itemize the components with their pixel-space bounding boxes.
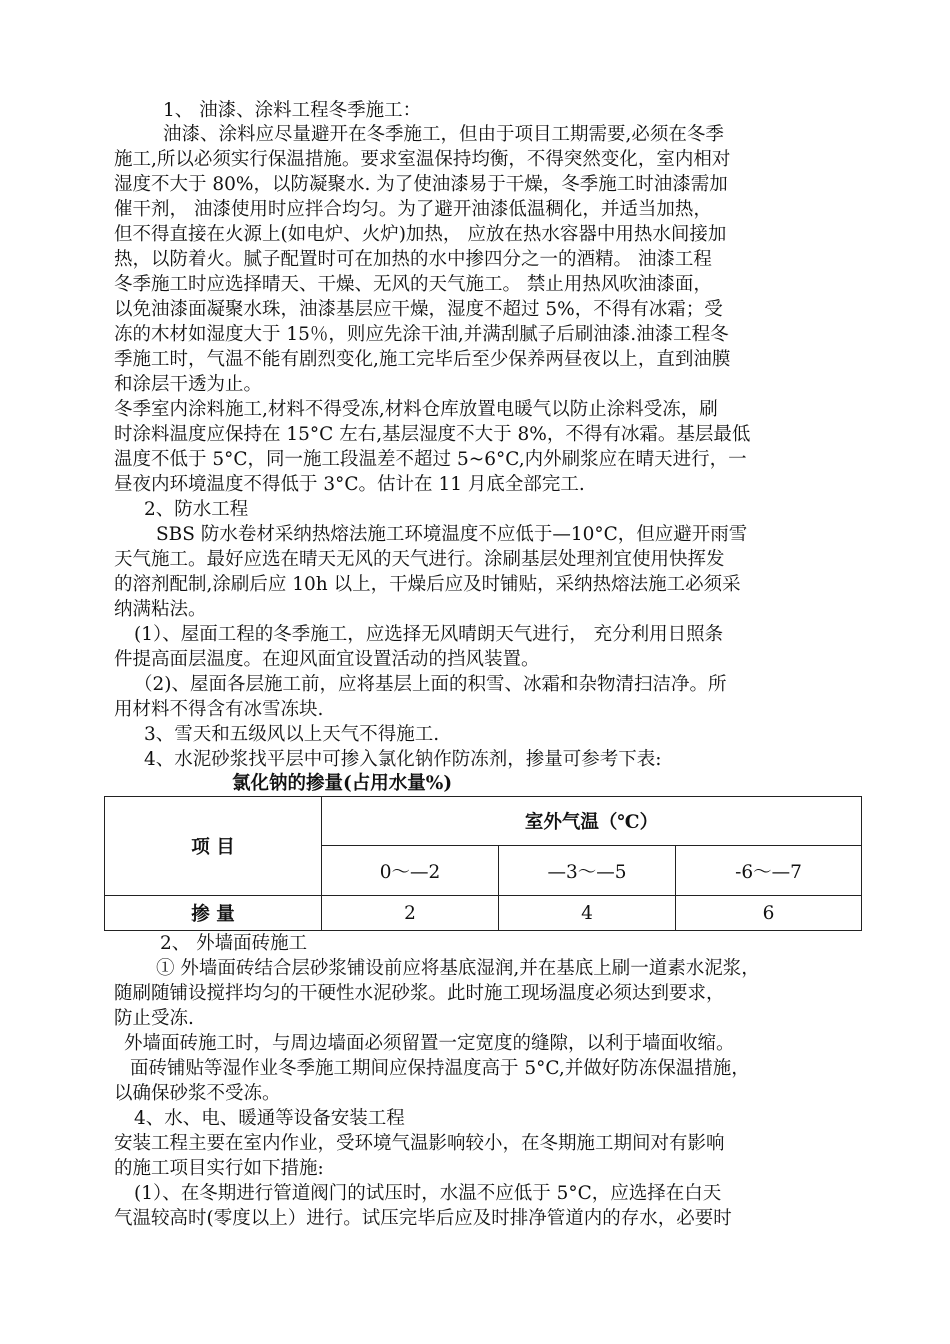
- table-value-cell: 4: [499, 896, 676, 931]
- paragraph-line: 防止受冻.: [114, 1008, 194, 1029]
- paragraph-line: 纳满粘法。: [114, 599, 207, 620]
- paragraph-line: 时涂料温度应保持在 15°C 左右,基层湿度不大于 8%，不得有冰霜。基层最低: [114, 424, 751, 445]
- paragraph-line: (1）、在冬期进行管道阀门的试压时，水温不应低于 5°C，应选择在白天: [134, 1183, 722, 1204]
- paragraph-line: 昼夜内环境温度不得低于 3°C。估计在 11 月底全部完工.: [114, 474, 585, 495]
- table-range-cell: -6～—7: [676, 846, 862, 896]
- heading-paint-winter: 1、 油漆、涂料工程冬季施工：: [163, 100, 422, 121]
- paragraph-line: 气温较高时(零度以上）进行。试压完毕后应及时排净管道内的存水，必要时: [114, 1208, 732, 1229]
- paragraph-line: 以免油漆面凝聚水珠，油漆基层应干燥，湿度不超过 5%，不得有冰霜；受: [114, 299, 723, 320]
- paragraph-line: 油漆、涂料应尽量避开在冬季施工，但由于项目工期需要,必须在冬季: [163, 124, 724, 145]
- heading-exterior-tiles: 2、 外墙面砖施工: [160, 933, 308, 954]
- paragraph-line: 冻的木材如湿度大于 15％，则应先涂干油,并满刮腻子后刷油漆.油漆工程冬: [114, 324, 729, 345]
- paragraph-line: 以确保砂浆不受冻。: [114, 1083, 281, 1104]
- table-caption: 氯化钠的掺量(占用水量%): [232, 773, 453, 794]
- paragraph-line: 随刷随铺设搅拌均匀的干硬性水泥砂浆。此时施工现场温度必须达到要求，: [114, 983, 725, 1004]
- sodium-chloride-table: [104, 796, 862, 931]
- paragraph-line: ① 外墙面砖结合层砂浆铺设前应将基底湿润,并在基底上刷一道素水泥浆，: [156, 958, 760, 979]
- paragraph-line: 的施工项目实行如下措施:: [114, 1158, 324, 1179]
- table-range-cell: 0～—2: [322, 846, 499, 896]
- table-value-cell: 2: [322, 896, 499, 931]
- paragraph-line: 面砖铺贴等湿作业冬季施工期间应保持温度高于 5°C,并做好防冻保温措施，: [130, 1058, 750, 1079]
- paragraph-line: 施工,所以必须实行保温措施。要求室温保持均衡，不得突然变化，室内相对: [114, 149, 731, 170]
- table-header-temperature: 室外气温（℃）: [322, 797, 862, 846]
- paragraph-line: 4、水泥砂浆找平层中可掺入氯化钠作防冻剂，掺量可参考下表:: [144, 749, 662, 770]
- paragraph-line: 用材料不得含有冰雪冻块.: [114, 699, 324, 720]
- paragraph-line: 天气施工。最好应选在晴天无风的天气进行。涂刷基层处理剂宜使用快挥发: [114, 549, 725, 570]
- paragraph-line: 和涂层干透为止。: [114, 374, 263, 395]
- heading-waterproofing: 2、防水工程: [144, 499, 249, 520]
- paragraph-line: 冬季室内涂料施工,材料不得受冻,材料仓库放置电暖气以防止涂料受冻，刷: [114, 399, 718, 420]
- paragraph-line: SBS 防水卷材采纳热熔法施工环境温度不应低于—10°C，但应避开雨雪: [156, 524, 748, 545]
- table-header-item: 项 目: [105, 797, 322, 896]
- paragraph-line: 湿度不大于 80%，以防凝聚水. 为了使油漆易于干燥，冬季施工时油漆需加: [114, 174, 728, 195]
- table-range-cell: —3～—5: [499, 846, 676, 896]
- heading-equipment-installation: 4、水、电、暖通等设备安装工程: [134, 1108, 405, 1129]
- paragraph-line: 季施工时，气温不能有剧烈变化,施工完毕后至少保养两昼夜以上，直到油膜: [114, 349, 731, 370]
- paragraph-line: 安装工程主要在室内作业，受环境气温影响较小，在冬期施工期间对有影响: [114, 1133, 725, 1154]
- paragraph-line: 但不得直接在火源上(如电炉、火炉)加热， 应放在热水容器中用热水间接加: [114, 224, 727, 245]
- table-row-label: 掺 量: [105, 896, 322, 931]
- paragraph-line: 外墙面砖施工时，与周边墙面必须留置一定宽度的缝隙，以利于墙面收缩。: [124, 1033, 735, 1054]
- paragraph-line: （2)、屋面各层施工前，应将基层上面的积雪、冰霜和杂物清扫洁净。所: [134, 674, 727, 695]
- paragraph-line: 3、雪天和五级风以上天气不得施工.: [144, 724, 440, 745]
- paragraph-line: 的溶剂配制,涂刷后应 10h 以上，干燥后应及时铺贴，采纳热熔法施工必须采: [114, 574, 741, 595]
- paragraph-line: 催干剂， 油漆使用时应拌合均匀。为了避开油漆低温稠化，并适当加热，: [114, 199, 712, 220]
- paragraph-line: 冬季施工时应选择晴天、干燥、无风的天气施工。 禁止用热风吹油漆面，: [114, 274, 712, 295]
- paragraph-line: 温度不低于 5°C，同一施工段温差不超过 5~6°C,内外刷浆应在晴天进行，一: [114, 449, 747, 470]
- paragraph-line: 件提高面层温度。在迎风面宜设置活动的挡风装置。: [114, 649, 540, 670]
- paragraph-line: 热，以防着火。腻子配置时可在加热的水中掺四分之一的酒精。 油漆工程: [114, 249, 712, 270]
- paragraph-line: (1）、屋面工程的冬季施工，应选择无风晴朗天气进行， 充分利用日照条: [134, 624, 724, 645]
- table-value-cell: 6: [676, 896, 862, 931]
